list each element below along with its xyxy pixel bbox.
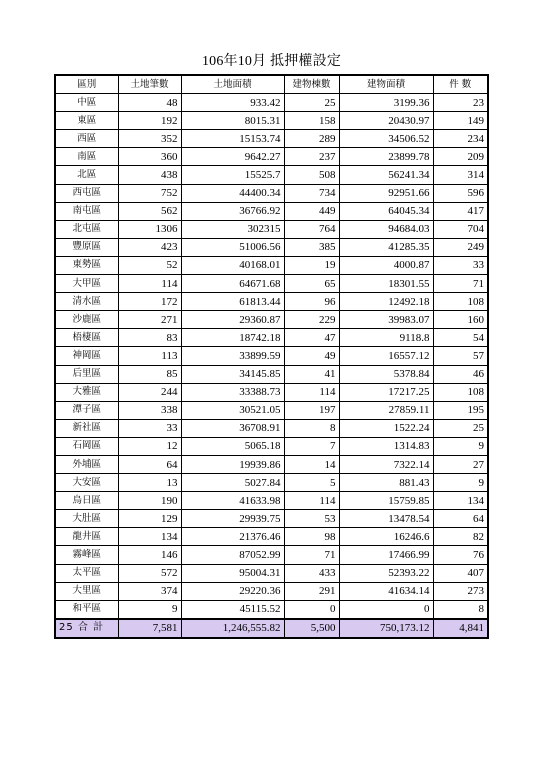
table-row (55, 492, 488, 510)
table-body (55, 94, 488, 638)
table-row (55, 238, 488, 256)
district-cell: 烏日區 (55, 492, 118, 510)
total-value: 4,841 (433, 619, 488, 638)
table-row (55, 600, 488, 619)
district-cell: 石岡區 (55, 437, 118, 455)
district-cell: 東勢區 (55, 256, 118, 274)
value-cell: 146 (118, 546, 181, 564)
value-cell: 114 (118, 275, 181, 293)
value-cell: 5 (284, 474, 339, 492)
district-cell: 中區 (55, 94, 118, 112)
value-cell: 64 (433, 510, 488, 528)
value-cell: 8015.31 (181, 112, 284, 130)
value-cell: 13478.54 (339, 510, 433, 528)
table-row (55, 383, 488, 401)
table-row (55, 275, 488, 293)
value-cell: 374 (118, 582, 181, 600)
value-cell: 49 (284, 347, 339, 365)
value-cell: 96 (284, 293, 339, 311)
value-cell: 87052.99 (181, 546, 284, 564)
district-cell: 清水區 (55, 293, 118, 311)
table-row (55, 546, 488, 564)
value-cell: 61813.44 (181, 293, 284, 311)
district-cell: 和平區 (55, 600, 118, 619)
value-cell: 47 (284, 329, 339, 347)
district-cell: 西屯區 (55, 184, 118, 202)
value-cell: 14 (284, 455, 339, 473)
value-cell: 83 (118, 329, 181, 347)
district-cell: 南區 (55, 148, 118, 166)
value-cell: 41285.35 (339, 238, 433, 256)
mortgage-table (54, 74, 489, 639)
value-cell: 108 (433, 293, 488, 311)
value-cell: 209 (433, 148, 488, 166)
value-cell: 5027.84 (181, 474, 284, 492)
value-cell: 734 (284, 184, 339, 202)
value-cell: 134 (433, 492, 488, 510)
value-cell: 9 (433, 474, 488, 492)
value-cell: 160 (433, 311, 488, 329)
district-cell: 豐原區 (55, 238, 118, 256)
value-cell: 508 (284, 166, 339, 184)
table-row (55, 293, 488, 311)
value-cell: 21376.46 (181, 528, 284, 546)
value-cell: 113 (118, 347, 181, 365)
value-cell: 36766.92 (181, 202, 284, 220)
district-cell: 新社區 (55, 419, 118, 437)
total-label: 25 合 計 (55, 619, 118, 638)
value-cell: 45115.52 (181, 600, 284, 619)
table-row (55, 474, 488, 492)
table-row (55, 311, 488, 329)
value-cell: 1314.83 (339, 437, 433, 455)
value-cell: 18742.18 (181, 329, 284, 347)
value-cell: 54 (433, 329, 488, 347)
value-cell: 8 (433, 600, 488, 619)
value-cell: 229 (284, 311, 339, 329)
table-row (55, 256, 488, 274)
value-cell: 64 (118, 455, 181, 473)
value-cell: 17217.25 (339, 383, 433, 401)
value-cell: 23899.78 (339, 148, 433, 166)
value-cell: 108 (433, 383, 488, 401)
column-header: 建物面積 (339, 75, 433, 94)
table-row (55, 329, 488, 347)
table-row (55, 455, 488, 473)
table-row (55, 347, 488, 365)
value-cell: 92951.66 (339, 184, 433, 202)
value-cell: 33388.73 (181, 383, 284, 401)
value-cell: 1522.24 (339, 419, 433, 437)
value-cell: 433 (284, 564, 339, 582)
value-cell: 149 (433, 112, 488, 130)
value-cell: 0 (339, 600, 433, 619)
value-cell: 0 (284, 600, 339, 619)
value-cell: 3199.36 (339, 94, 433, 112)
district-cell: 北區 (55, 166, 118, 184)
district-cell: 太平區 (55, 564, 118, 582)
value-cell: 752 (118, 184, 181, 202)
column-header: 建物棟數 (284, 75, 339, 94)
value-cell: 52393.22 (339, 564, 433, 582)
district-cell: 西區 (55, 130, 118, 148)
value-cell: 195 (433, 401, 488, 419)
value-cell: 764 (284, 220, 339, 238)
value-cell: 76 (433, 546, 488, 564)
table-row (55, 401, 488, 419)
value-cell: 4000.87 (339, 256, 433, 274)
table-row (55, 510, 488, 528)
value-cell: 57 (433, 347, 488, 365)
table-row (55, 365, 488, 383)
district-cell: 大甲區 (55, 275, 118, 293)
value-cell: 289 (284, 130, 339, 148)
column-header: 土地筆數 (118, 75, 181, 94)
district-cell: 神岡區 (55, 347, 118, 365)
value-cell: 291 (284, 582, 339, 600)
value-cell: 338 (118, 401, 181, 419)
value-cell: 33 (433, 256, 488, 274)
value-cell: 385 (284, 238, 339, 256)
value-cell: 13 (118, 474, 181, 492)
district-cell: 梧棲區 (55, 329, 118, 347)
value-cell: 314 (433, 166, 488, 184)
value-cell: 1306 (118, 220, 181, 238)
table-row (55, 564, 488, 582)
value-cell: 19 (284, 256, 339, 274)
value-cell: 19939.86 (181, 455, 284, 473)
district-cell: 大安區 (55, 474, 118, 492)
table-row (55, 166, 488, 184)
value-cell: 114 (284, 492, 339, 510)
district-cell: 大雅區 (55, 383, 118, 401)
value-cell: 572 (118, 564, 181, 582)
column-header: 區別 (55, 75, 118, 94)
value-cell: 33 (118, 419, 181, 437)
value-cell: 64045.34 (339, 202, 433, 220)
value-cell: 190 (118, 492, 181, 510)
district-cell: 北屯區 (55, 220, 118, 238)
district-cell: 大里區 (55, 582, 118, 600)
value-cell: 360 (118, 148, 181, 166)
column-header: 土地面積 (181, 75, 284, 94)
value-cell: 30521.05 (181, 401, 284, 419)
table-row (55, 582, 488, 600)
value-cell: 20430.97 (339, 112, 433, 130)
value-cell: 8 (284, 419, 339, 437)
district-cell: 大肚區 (55, 510, 118, 528)
value-cell: 596 (433, 184, 488, 202)
value-cell: 29939.75 (181, 510, 284, 528)
value-cell: 44400.34 (181, 184, 284, 202)
table-row (55, 220, 488, 238)
district-cell: 沙鹿區 (55, 311, 118, 329)
total-value: 1,246,555.82 (181, 619, 284, 638)
value-cell: 18301.55 (339, 275, 433, 293)
value-cell: 85 (118, 365, 181, 383)
district-cell: 龍井區 (55, 528, 118, 546)
value-cell: 16557.12 (339, 347, 433, 365)
value-cell: 244 (118, 383, 181, 401)
header-row (55, 75, 488, 94)
value-cell: 39983.07 (339, 311, 433, 329)
value-cell: 16246.6 (339, 528, 433, 546)
value-cell: 12 (118, 437, 181, 455)
total-row (55, 619, 488, 638)
value-cell: 9118.8 (339, 329, 433, 347)
value-cell: 34145.85 (181, 365, 284, 383)
value-cell: 56241.34 (339, 166, 433, 184)
district-cell: 南屯區 (55, 202, 118, 220)
value-cell: 7322.14 (339, 455, 433, 473)
value-cell: 82 (433, 528, 488, 546)
value-cell: 9 (433, 437, 488, 455)
table-row (55, 148, 488, 166)
table-row (55, 130, 488, 148)
table-row (55, 94, 488, 112)
value-cell: 407 (433, 564, 488, 582)
value-cell: 197 (284, 401, 339, 419)
column-header: 件 數 (433, 75, 488, 94)
value-cell: 15153.74 (181, 130, 284, 148)
value-cell: 12492.18 (339, 293, 433, 311)
value-cell: 94684.03 (339, 220, 433, 238)
value-cell: 5378.84 (339, 365, 433, 383)
table-row (55, 202, 488, 220)
value-cell: 53 (284, 510, 339, 528)
value-cell: 7 (284, 437, 339, 455)
value-cell: 36708.91 (181, 419, 284, 437)
value-cell: 5065.18 (181, 437, 284, 455)
value-cell: 438 (118, 166, 181, 184)
value-cell: 17466.99 (339, 546, 433, 564)
value-cell: 9642.27 (181, 148, 284, 166)
value-cell: 562 (118, 202, 181, 220)
value-cell: 64671.68 (181, 275, 284, 293)
district-cell: 后里區 (55, 365, 118, 383)
value-cell: 158 (284, 112, 339, 130)
district-cell: 外埔區 (55, 455, 118, 473)
value-cell: 34506.52 (339, 130, 433, 148)
value-cell: 46 (433, 365, 488, 383)
value-cell: 41 (284, 365, 339, 383)
value-cell: 423 (118, 238, 181, 256)
value-cell: 234 (433, 130, 488, 148)
value-cell: 9 (118, 600, 181, 619)
value-cell: 29220.36 (181, 582, 284, 600)
district-cell: 潭子區 (55, 401, 118, 419)
value-cell: 237 (284, 148, 339, 166)
value-cell: 71 (433, 275, 488, 293)
value-cell: 273 (433, 582, 488, 600)
value-cell: 48 (118, 94, 181, 112)
value-cell: 352 (118, 130, 181, 148)
district-cell: 東區 (55, 112, 118, 130)
value-cell: 417 (433, 202, 488, 220)
value-cell: 71 (284, 546, 339, 564)
value-cell: 25 (284, 94, 339, 112)
value-cell: 23 (433, 94, 488, 112)
value-cell: 95004.31 (181, 564, 284, 582)
total-value: 5,500 (284, 619, 339, 638)
value-cell: 41634.14 (339, 582, 433, 600)
document-title: 106年10月 抵押權設定 (201, 54, 342, 69)
value-cell: 65 (284, 275, 339, 293)
value-cell: 27 (433, 455, 488, 473)
value-cell: 114 (284, 383, 339, 401)
value-cell: 25 (433, 419, 488, 437)
table-row (55, 437, 488, 455)
value-cell: 41633.98 (181, 492, 284, 510)
value-cell: 27859.11 (339, 401, 433, 419)
value-cell: 449 (284, 202, 339, 220)
total-value: 7,581 (118, 619, 181, 638)
value-cell: 40168.01 (181, 256, 284, 274)
value-cell: 134 (118, 528, 181, 546)
value-cell: 15759.85 (339, 492, 433, 510)
value-cell: 271 (118, 311, 181, 329)
value-cell: 15525.7 (181, 166, 284, 184)
value-cell: 933.42 (181, 94, 284, 112)
table-row (55, 419, 488, 437)
value-cell: 33899.59 (181, 347, 284, 365)
table-row (55, 528, 488, 546)
value-cell: 51006.56 (181, 238, 284, 256)
value-cell: 52 (118, 256, 181, 274)
value-cell: 249 (433, 238, 488, 256)
value-cell: 881.43 (339, 474, 433, 492)
table-row (55, 184, 488, 202)
table-row (55, 112, 488, 130)
value-cell: 172 (118, 293, 181, 311)
value-cell: 192 (118, 112, 181, 130)
value-cell: 302315 (181, 220, 284, 238)
total-value: 750,173.12 (339, 619, 433, 638)
district-cell: 霧峰區 (55, 546, 118, 564)
value-cell: 129 (118, 510, 181, 528)
value-cell: 704 (433, 220, 488, 238)
value-cell: 98 (284, 528, 339, 546)
value-cell: 29360.87 (181, 311, 284, 329)
